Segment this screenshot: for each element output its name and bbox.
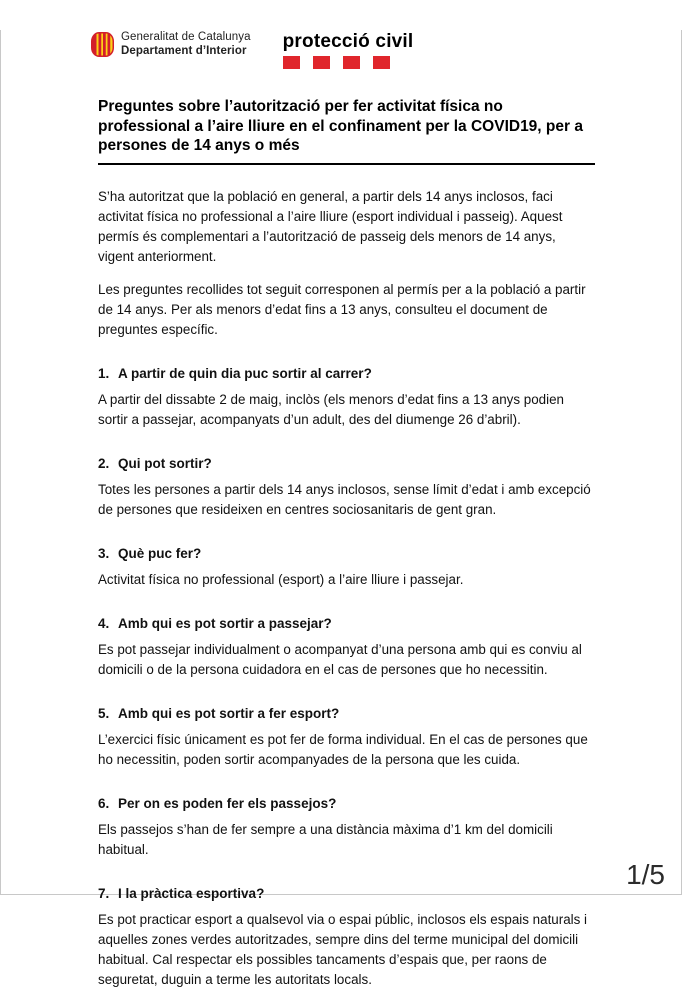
senyera-icon bbox=[91, 32, 114, 57]
faq-question-number: 3. bbox=[98, 545, 110, 561]
brand-square-icon bbox=[373, 56, 390, 69]
faq-question bbox=[98, 615, 595, 633]
proteccio-civil-logo bbox=[283, 32, 414, 69]
faq-question-text: Qui pot sortir? bbox=[118, 455, 212, 471]
faq-question-number: 7. bbox=[98, 885, 110, 901]
brand-squares bbox=[283, 56, 414, 69]
faq-item bbox=[98, 455, 595, 520]
faq-answer: Activitat física no professional (esport) a l’aire lliure i passejar. bbox=[98, 571, 464, 587]
faq-question bbox=[98, 365, 595, 383]
faq-item bbox=[98, 365, 595, 430]
faq-question bbox=[98, 705, 595, 723]
faq-answer: Es pot practicar esport a qualsevol via o espai públic, inclosos els espais naturals i aquelles zones verdes autoritzades, sempre dins del terme municipal del domicili habitual. Cal respectar els possibles tancaments d’espais que, per raons de seguretat, duguin a terme les autoritats locals. bbox=[98, 911, 588, 987]
faq-question-number: 6. bbox=[98, 795, 110, 811]
faq-item bbox=[98, 545, 595, 590]
faq-question bbox=[98, 545, 595, 563]
department-name: Departament d’Interior bbox=[121, 45, 247, 57]
brand-square-icon bbox=[313, 56, 330, 69]
faq-question-text: I la pràctica esportiva? bbox=[118, 885, 265, 901]
faq-question-number: 1. bbox=[98, 365, 110, 381]
faq-answer: A partir del dissabte 2 de maig, inclòs (els menors d’edat fins a 13 anys podien sortir a passejar, acompanyats d’un adult, des del diumenge 26 d’abril). bbox=[98, 391, 564, 427]
intro-paragraph: S’ha autoritzat que la població en general, a partir dels 14 anys inclosos, faci activitat física no professional a l’aire lliure (esport individual i passeig). Aquest permís és complementari a l’autorització de passeig dels menors de 14 anys, vigent anteriorment. bbox=[98, 188, 563, 264]
page-number: 1/5 bbox=[626, 859, 665, 890]
document-header bbox=[91, 30, 681, 69]
generalitat-logo bbox=[91, 30, 251, 58]
faq-question bbox=[98, 795, 595, 813]
faq-question bbox=[98, 455, 595, 473]
faq-list bbox=[98, 365, 595, 990]
faq-answer: Totes les persones a partir dels 14 anys inclosos, sense límit d’edat i amb excepció de persones que resideixen en centres sociosanitaris de gent gran. bbox=[98, 481, 591, 517]
intro-paragraph: Les preguntes recollides tot seguit corresponen al permís per a la població a partir de 14 anys. Per als menors d’edat fins a 13 anys, consulteu el document de preguntes específic. bbox=[98, 281, 586, 337]
faq-question-text: Amb qui es pot sortir a fer esport? bbox=[118, 705, 340, 721]
document-body bbox=[98, 97, 595, 990]
org-name: Generalitat de Catalunya bbox=[121, 31, 251, 43]
faq-answer: Es pot passejar individualment o acompanyat d’una persona amb qui es conviu al domicili o de la persona cuidadora en el cas de persones que ho necessitin. bbox=[98, 641, 582, 677]
faq-question-number: 2. bbox=[98, 455, 110, 471]
faq-question-text: Per on es poden fer els passejos? bbox=[118, 795, 337, 811]
faq-answer: L’exercici físic únicament es pot fer de forma individual. En el cas de persones que ho necessitin, poden sortir acompanyades de la persona que les cuida. bbox=[98, 731, 588, 767]
pdf-page bbox=[0, 30, 682, 987]
faq-item bbox=[98, 705, 595, 770]
faq-question bbox=[98, 885, 595, 903]
faq-question-text: A partir de quin dia puc sortir al carrer? bbox=[118, 365, 372, 381]
faq-answer: Els passejos s’han de fer sempre a una distància màxima d’1 km del domicili habitual. bbox=[98, 821, 553, 857]
faq-item bbox=[98, 885, 595, 990]
faq-question-text: Amb qui es pot sortir a passejar? bbox=[118, 615, 332, 631]
brand-square-icon bbox=[343, 56, 360, 69]
faq-question-number: 4. bbox=[98, 615, 110, 631]
document-title: Preguntes sobre l’autorització per fer activitat física no professional a l’aire lliure en el confinament per la COVID19, per a persones de 14 anys o més bbox=[98, 97, 595, 165]
faq-question-number: 5. bbox=[98, 705, 110, 721]
faq-item bbox=[98, 795, 595, 860]
generalitat-wordmark bbox=[121, 30, 251, 58]
faq-item bbox=[98, 615, 595, 680]
intro-section bbox=[98, 187, 595, 340]
proteccio-civil-wordmark: protecció civil bbox=[282, 31, 414, 52]
brand-square-icon bbox=[283, 56, 300, 69]
faq-question-text: Què puc fer? bbox=[118, 545, 202, 561]
